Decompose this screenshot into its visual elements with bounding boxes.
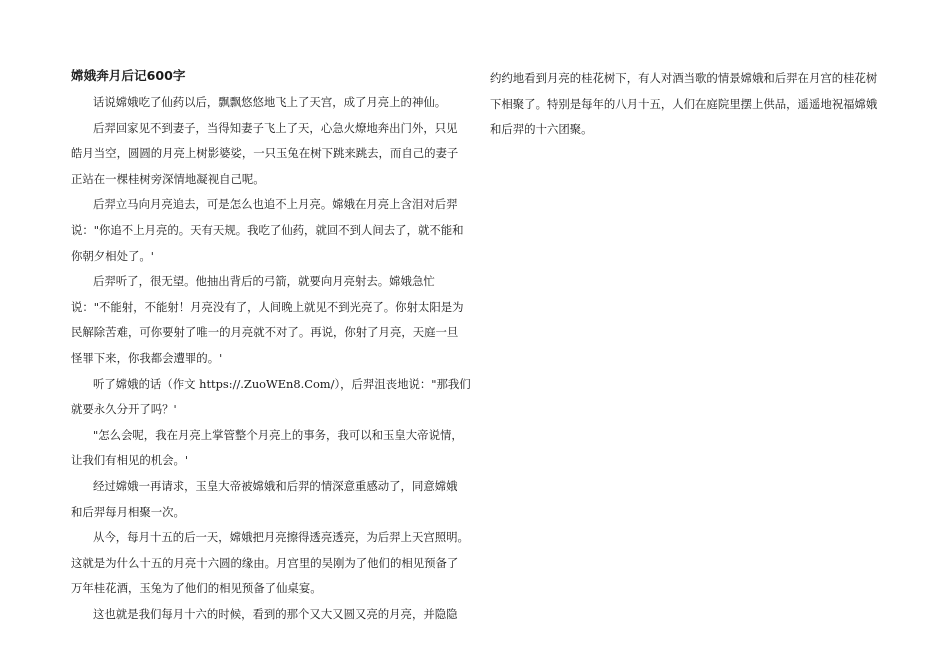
text-line: 皓月当空，圆圆的月亮上树影婆娑，一只玉兔在树下跳来跳去，而自己的妻子 <box>71 146 459 161</box>
text-line: 听了嫦娥的话（作文 https://.ZuoWEn8.Com/），后羿沮丧地说："那我们 <box>93 376 471 391</box>
text-line: 后羿立马向月亮追去，可是怎么也追不上月亮。嫦娥在月亮上含泪对后羿 <box>93 197 458 212</box>
right-body-text <box>490 66 879 143</box>
text-line: 这就是为什么十五的月亮十六圆的缘由。月宫里的吴刚为了他们的相见预备了 <box>71 555 459 570</box>
text-line: 经过嫦娥一再请求，玉皇大帝被嫦娥和后羿的情深意重感动了，同意嫦娥 <box>93 478 458 493</box>
text-line: 让我们有相见的机会。' <box>71 453 189 468</box>
text-line: 下相聚了。特别是每年的八月十五，人们在庭院里摆上供品，遥遥地祝福嫦娥 <box>490 96 878 111</box>
left-column <box>71 66 471 627</box>
text-line: 这也就是我们每月十六的时候，看到的那个又大又圆又亮的月亮，并隐隐 <box>93 606 458 621</box>
text-line: 民解除苦难，可你要射了唯一的月亮就不对了。再说，你射了月亮，天庭一旦 <box>71 325 459 340</box>
left-body-text <box>71 90 471 627</box>
text-line: 话说嫦娥吃了仙药以后，飘飘悠悠地飞上了天宫，成了月亮上的神仙。 <box>93 95 447 109</box>
text-line: 就要永久分开了吗？' <box>71 402 177 417</box>
text-line: 后羿听了，很无望。他抽出背后的弓箭，就要向月亮射去。嫦娥急忙 <box>93 274 435 289</box>
text-line: 约约地看到月亮的桂花树下，有人对酒当歌的情景嫦娥和后羿在月宫的桂花树 <box>490 71 878 85</box>
text-line: 和后羿每月相聚一次。 <box>71 504 185 519</box>
text-line: 怪罪下来，你我都会遭罪的。' <box>71 350 223 365</box>
document-title: 嫦娥奔月后记600字 <box>71 68 186 83</box>
text-line: 和后羿的十六团聚。 <box>490 122 593 137</box>
text-line: 万年桂花酒，玉兔为了他们的相见预备了仙桌宴。 <box>71 581 322 596</box>
right-column <box>490 66 879 143</box>
text-line: "怎么会呢，我在月亮上掌管整个月亮上的事务，我可以和玉皇大帝说情， <box>93 427 463 442</box>
text-line: 正站在一棵桂树旁深情地凝视自己呢。 <box>71 171 265 186</box>
text-line: 后羿回家见不到妻子，当得知妻子飞上了天，心急火燎地奔出门外，只见 <box>93 120 458 135</box>
text-line: 说："不能射，不能射！月亮没有了，人间晚上就见不到光亮了。你射太阳是为 <box>71 299 464 314</box>
text-line: 说："你追不上月亮的。天有天规。我吃了仙药，就回不到人间去了，就不能和 <box>71 222 464 237</box>
text-line: 从今，每月十五的后一天，嫦娥把月亮擦得透亮透亮，为后羿上天宫照明。 <box>93 530 469 545</box>
text-line: 你朝夕相处了。' <box>71 248 154 263</box>
